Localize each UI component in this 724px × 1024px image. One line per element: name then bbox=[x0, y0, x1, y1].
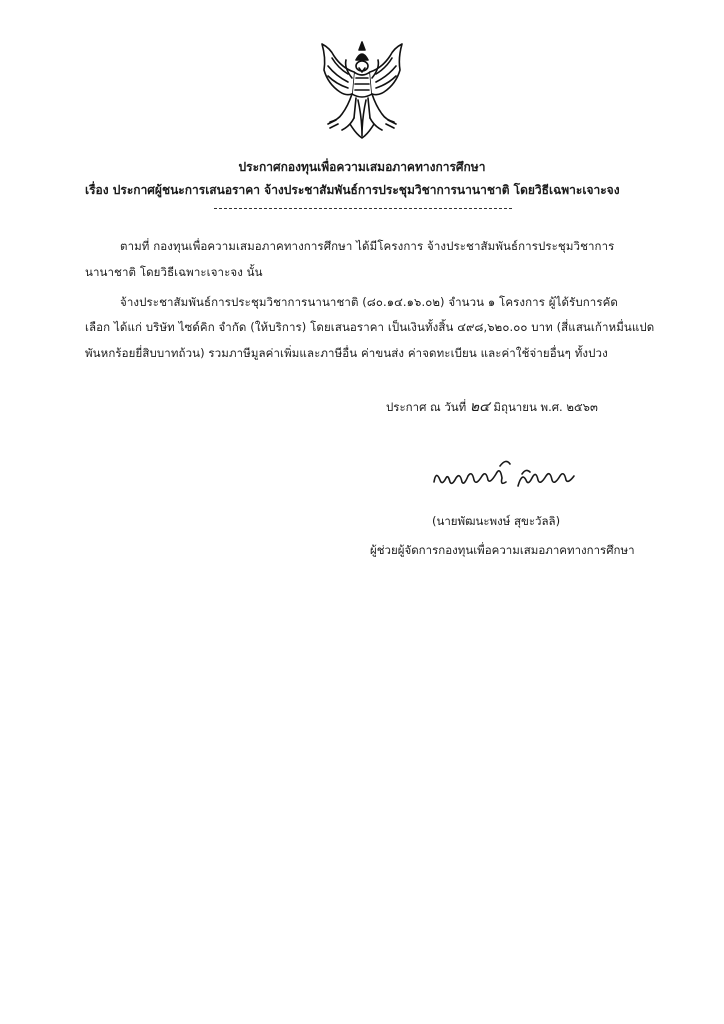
paragraph-2-line-3: พันหกร้อยยี่สิบบาทถ้วน) รวมภาษีมูลค่าเพิ่มและภาษีอื่น ค่าขนส่ง ค่าจดทะเบียน และค่าใช้จ่ายอื่นๆ ทั้งปวง bbox=[85, 346, 608, 360]
announcement-day: ๒๔ bbox=[469, 399, 490, 415]
paragraph-1-line-2: นานาชาติ โดยวิธีเฉพาะเจาะจง นั้น bbox=[85, 265, 263, 279]
announcement-month-year: มิถุนายน พ.ศ. ๒๕๖๓ bbox=[493, 400, 598, 414]
title-divider bbox=[214, 208, 512, 209]
announcement-prefix: ประกาศ ณ วันที่ bbox=[386, 400, 467, 414]
announcement-date bbox=[386, 396, 598, 418]
signer-position: ผู้ช่วยผู้จัดการกองทุนเพื่อความเสมอภาคทางการศึกษา bbox=[370, 543, 635, 557]
paragraph-2-line-1: จ้างประชาสัมพันธ์การประชุมวิชาการนานาชาติ (๘๐.๑๔.๑๖.๐๒) จำนวน ๑ โครงการ ผู้ได้รับการคัด bbox=[120, 295, 618, 309]
paragraph-1-line-1: ตามที่ กองทุนเพื่อความเสมอภาคทางการศึกษา ได้มีโครงการ จ้างประชาสัมพันธ์การประชุมวิชาการ bbox=[120, 239, 615, 253]
handwritten-signature-icon bbox=[430, 452, 580, 502]
document-subject: เรื่อง ประกาศผู้ชนะการเสนอราคา จ้างประชาสัมพันธ์การประชุมวิชาการนานาชาติ โดยวิธีเฉพาะเจาะจง bbox=[85, 183, 620, 197]
garuda-emblem-icon bbox=[312, 38, 412, 142]
paragraph-2-line-2: เลือก ได้แก่ บริษัท ไซด์คิก จำกัด (ให้บริการ) โดยเสนอราคา เป็นเงินทั้งสิ้น ๔๙๘,๖๒๐.๐๐ บาท (สี่แสนเก้าหมื่นแปด bbox=[85, 320, 655, 334]
document-title: ประกาศกองทุนเพื่อความเสมอภาคทางการศึกษา bbox=[238, 160, 486, 174]
signer-name: (นายพัฒนะพงษ์ สุขะวัลลิ) bbox=[432, 514, 561, 528]
